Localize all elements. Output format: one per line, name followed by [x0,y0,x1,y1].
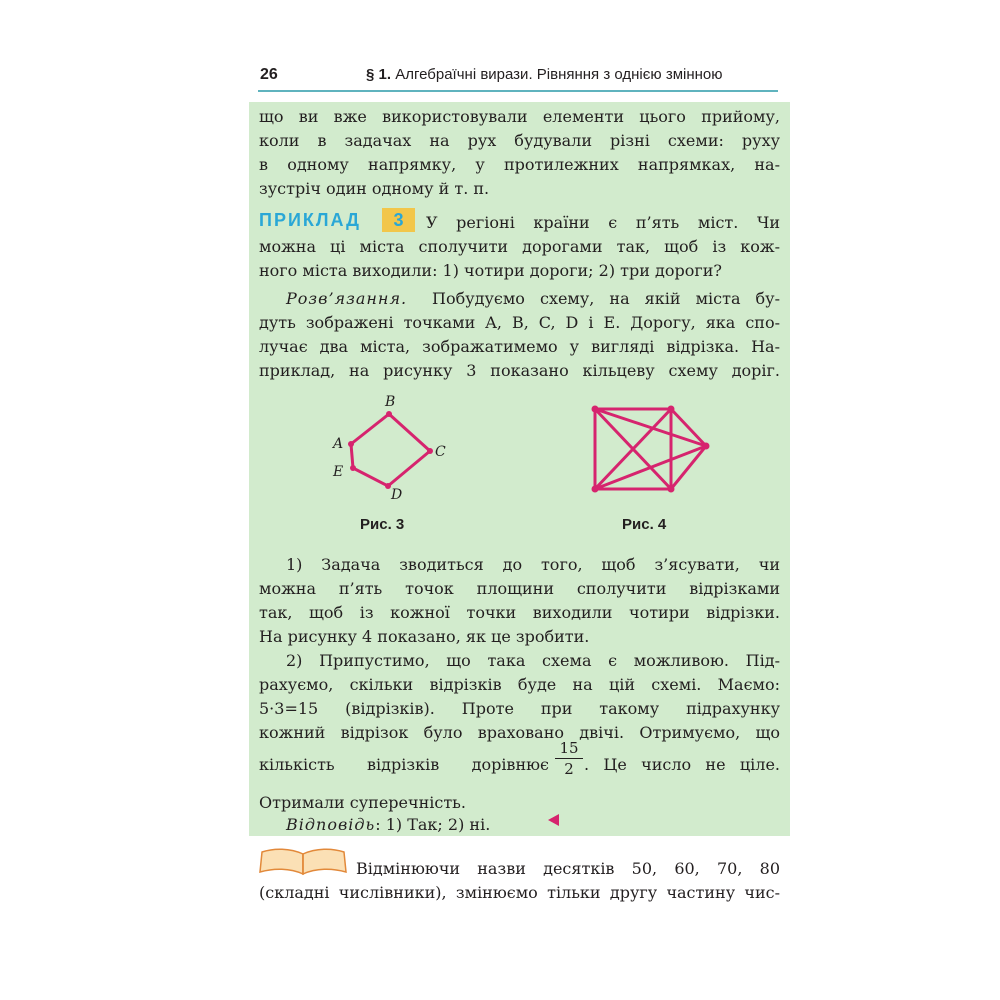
figure-3 [325,392,465,502]
example-number: 3 [382,208,415,232]
point-c [427,448,433,454]
note-line: (складні числівники), змінюємо тільки другу частину чис- [259,883,780,902]
open-book-icon [258,846,348,878]
example-label: ПРИКЛАД [259,210,361,230]
section-prefix: § 1. [366,66,392,83]
intro-line: коли в задачах на рух будували різні схеми: руху [259,131,780,150]
intro-line: в одному напрямку, у протилежних напрямках, на- [259,155,780,174]
example-text-line: У регіоні країни є п’ять міст. Чи [426,213,780,232]
intro-line: що ви вже використовували елементи цього прийому, [259,107,780,126]
part2-line: кількість відрізків дорівнює [259,755,549,774]
label-d: D [391,487,403,502]
fraction-numerator: 15 [555,738,583,759]
part1-line: так, щоб із кожної точки виходили чотири відрізки. [259,603,780,622]
label-e: E [333,464,344,480]
point-b [386,411,392,417]
figure-4 [588,402,718,502]
label-b: B [385,394,396,410]
answer-text: : 1) Так; 2) ні. [375,815,491,834]
vertex [592,406,599,413]
solution-line: приклад, на рисунку 3 показано кільцеву схему доріг. [259,361,780,380]
part2-line: . Це число не ціле. [584,755,780,774]
part2-line: кожний відрізок було враховано двічі. Отримуємо, що [259,723,780,742]
fraction-denominator: 2 [564,760,574,778]
page-number: 26 [260,66,278,83]
solution-label: Розв’язання. [286,289,408,308]
section-title [366,66,723,83]
part2-line: рахуємо, скільки відрізків буде на цій схемі. Маємо: [259,675,780,694]
end-marker-icon [548,814,559,826]
part1-line: На рисунку 4 показано, як це зробити. [259,627,590,646]
section-title-text: Алгебраїчні вирази. Рівняння з однією змінною [395,66,723,83]
vertex [668,486,675,493]
label-a: A [333,436,344,452]
label-c: C [435,444,446,460]
vertex [668,406,675,413]
ring-road-pentagon [351,414,430,486]
part2-line: 5·3=15 (відрізків). Проте при такому підрахунку [259,699,780,718]
point-e [350,465,356,471]
vertex [592,486,599,493]
note-line: Відмінюючи назви десятків 50, 60, 70, 80 [356,859,780,878]
part2-line: 2) Припустимо, що така схема є можливою. Під- [286,651,780,670]
solution-line: Побудуємо схему, на якій міста бу- [432,289,780,308]
part1-line: 1) Задача зводиться до того, щоб з’ясувати, чи [286,555,780,574]
intro-line: зустріч один одному й т. п. [259,179,490,198]
page-header [258,62,778,92]
solution-line: дуть зображені точками A, B, C, D і E. Дорогу, яка спо- [259,313,780,332]
answer-line [286,814,586,836]
figure-3-caption: Рис. 3 [360,516,405,533]
vertex [703,443,710,450]
point-a [348,441,354,447]
part2-line: Отримали суперечність. [259,793,466,812]
solution-line: лучає два міста, зображатимемо у вигляді відрізка. На- [259,337,780,356]
figure-4-caption: Рис. 4 [622,516,667,533]
example-text-line: можна ці міста сполучити дорогами так, щоб із кож- [259,237,780,256]
answer-label: Відповідь [286,815,376,834]
part1-line: можна п’ять точок площини сполучити відрізками [259,579,780,598]
fraction [555,738,583,779]
example-text-line: ного міста виходили: 1) чотири дороги; 2) три дороги? [259,261,722,280]
